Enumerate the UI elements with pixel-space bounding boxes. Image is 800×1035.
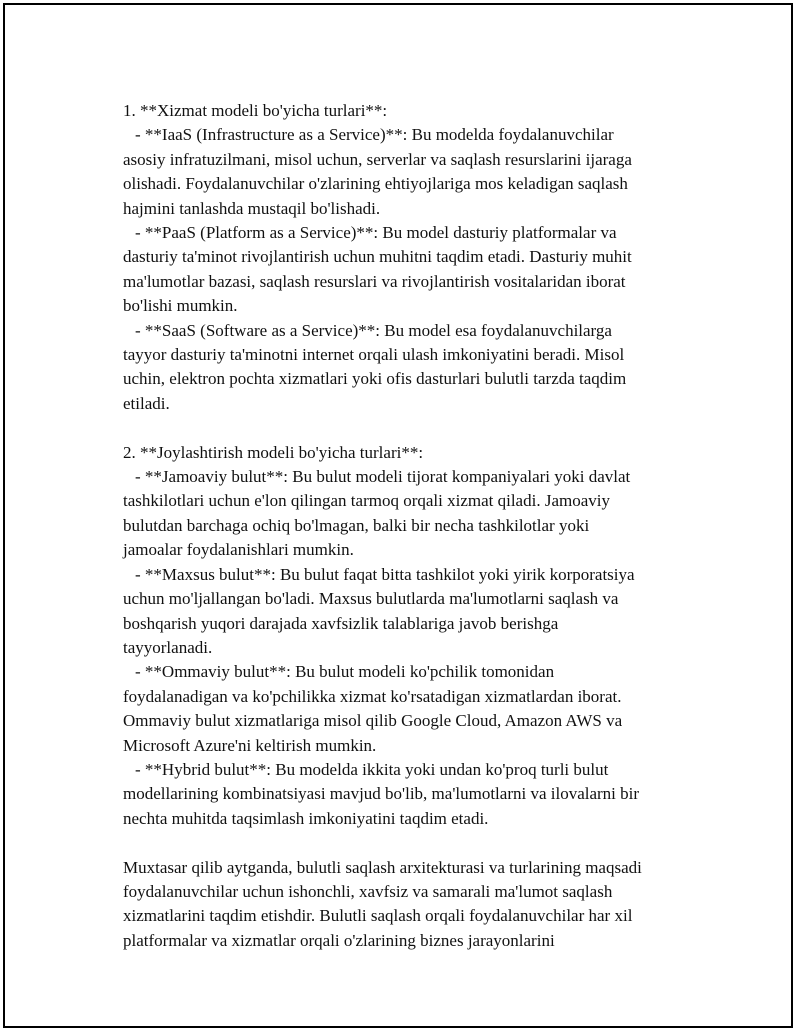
text-line: dasturiy ta'minot rivojlantirish uchun muhitni taqdim etadi. Dasturiy muhit [123,247,632,267]
document-body [123,99,723,953]
section-heading-deployment-model: 2. **Joylashtirish modeli bo'yicha turlari**: [123,442,424,462]
page-frame [3,3,793,1028]
text-line: modellarining kombinatsiyasi mavjud bo'lib, ma'lumotlarni va ilovalarni bir [123,784,640,804]
text-line: asosiy infratuzilmani, misol uchun, serverlar va saqlash resurslarini ijaraga [123,149,632,169]
text-line: - **SaaS (Software as a Service)**: Bu model esa foydalanuvchilarga [135,320,612,340]
text-line: jamoalar foydalanishlari mumkin. [123,540,354,560]
summary-line: foydalanuvchilar uchun ishonchli, xavfsiz va samarali ma'lumot saqlash [123,881,613,901]
paragraph-gap [123,416,723,440]
text-line: Ommaviy bulut xizmatlariga misol qilib Google Cloud, Amazon AWS va [123,711,623,731]
text-line: olishadi. Foydalanuvchilar o'zlarining ehtiyojlariga mos keladigan saqlash [123,174,628,194]
text-line: bo'lishi mumkin. [123,296,238,316]
text-line: tayyor dasturiy ta'minotni internet orqali ulash imkoniyatini beradi. Misol [123,345,625,365]
text-line: foydalanadigan va ko'pchilikka xizmat ko'rsatadigan xizmatlardan iborat. [123,686,622,706]
text-line: - **PaaS (Platform as a Service)**: Bu model dasturiy platformalar va [135,223,617,243]
summary-line: xizmatlarini taqdim etishdir. Bulutli saqlash orqali foydalanuvchilar har xil [123,906,633,926]
text-line: - **Jamoaviy bulut**: Bu bulut modeli tijorat kompaniyalari yoki davlat [135,467,631,487]
text-line: - **Hybrid bulut**: Bu modelda ikkita yoki undan ko'proq turli bulut [135,759,609,779]
summary-line: Muxtasar qilib aytganda, bulutli saqlash arxitekturasi va turlarining maqsadi [123,857,642,877]
text-line: boshqarish yuqori darajada xavfsizlik talablariga javob berishga [123,613,559,633]
text-line: ma'lumotlar bazasi, saqlash resurslari va rivojlantirish vositalaridan iborat [123,271,626,291]
text-line: tayyorlanadi. [123,637,213,657]
text-line: nechta muhitda taqsimlash imkoniyatini taqdim etadi. [123,808,489,828]
text-line: tashkilotlari uchun e'lon qilingan tarmoq orqali xizmat qiladi. Jamoaviy [123,491,610,511]
text-line: etiladi. [123,393,170,413]
text-line: - **IaaS (Infrastructure as a Service)**: Bu modelda foydalanuvchilar [135,125,614,145]
text-line: uchun mo'ljallangan bo'ladi. Maxsus bulutlarda ma'lumotlarni saqlash va [123,589,619,609]
text-line: - **Maxsus bulut**: Bu bulut faqat bitta tashkilot yoki yirik korporatsiya [135,564,635,584]
section-heading-service-model: 1. **Xizmat modeli bo'yicha turlari**: [123,101,388,120]
text-line: bulutdan barchaga ochiq bo'lmagan, balki bir necha tashkilotlar yoki [123,515,590,535]
text-line: - **Ommaviy bulut**: Bu bulut modeli ko'pchilik tomonidan [135,662,555,682]
text-line: Microsoft Azure'ni keltirish mumkin. [123,735,377,755]
text-line: hajmini tanlashda mustaqil bo'lishadi. [123,198,381,218]
text-line: uchin, elektron pochta xizmatlari yoki ofis dasturlari bulutli tarzda taqdim [123,369,627,389]
summary-line: platformalar va xizmatlar orqali o'zlarining biznes jarayonlarini [123,930,555,950]
paragraph-gap [123,831,723,855]
